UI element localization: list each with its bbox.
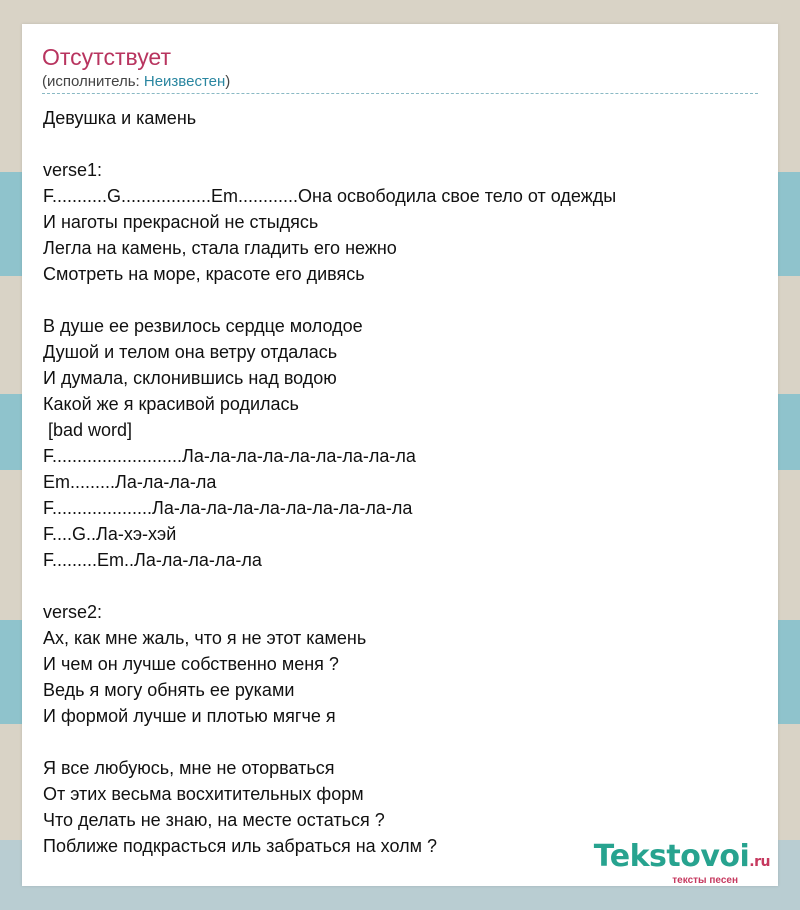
lyric-line: И формой лучше и плотью мягче я: [43, 706, 336, 726]
title-divider: [42, 93, 758, 94]
lyric-line: Ах, как мне жаль, что я не этот камень: [43, 628, 367, 648]
lyric-line: [43, 131, 763, 157]
lyrics-text: [43, 105, 763, 859]
lyric-line: В душе ее резвилось сердце молодое: [43, 316, 363, 336]
artist-prefix: (исполнитель:: [42, 73, 144, 90]
lyric-line: И думала, склонившись над водою: [43, 368, 337, 388]
lyric-line: F..........................Ла-ла-ла-ла-ла-ла-ла-ла-ла: [43, 446, 416, 466]
lyric-line: F...........G..................Em............Она освободила свое тело от одежды: [43, 186, 617, 206]
lyric-line: [bad word]: [43, 420, 133, 440]
lyric-line: Девушка и камень: [43, 108, 197, 128]
lyric-line: [43, 573, 763, 599]
site-logo[interactable]: [594, 841, 770, 886]
lyric-line: F....................Ла-ла-ла-ла-ла-ла-ла-ла-ла-ла: [43, 498, 413, 518]
lyric-line: И наготы прекрасной не стыдясь: [43, 212, 319, 232]
lyric-line: От этих весьма восхитительных форм: [43, 784, 364, 804]
lyric-line: verse2:: [43, 602, 103, 622]
lyric-line: Легла на камень, стала гладить его нежно: [43, 238, 397, 258]
lyric-line: F....G..Ла-хэ-хэй: [43, 524, 177, 544]
song-title: Отсутствует: [42, 44, 171, 70]
lyrics-card: [22, 24, 778, 886]
lyric-line: Поближе подкрасться иль забраться на холм ?: [43, 836, 437, 856]
logo-tagline: тексты песен: [672, 875, 738, 886]
lyric-line: Я все любуюсь, мне не оторваться: [43, 758, 335, 778]
lyric-line: [43, 287, 763, 313]
logo-wordmark: [594, 841, 770, 878]
lyric-line: Какой же я красивой родилась: [43, 394, 299, 414]
lyric-line: И чем он лучше собственно меня ?: [43, 654, 339, 674]
artist-line: [42, 73, 230, 91]
lyric-line: Что делать не знаю, на месте остаться ?: [43, 810, 385, 830]
lyric-line: Ведь я могу обнять ее руками: [43, 680, 295, 700]
lyric-line: Em.........Ла-ла-ла-ла: [43, 472, 217, 492]
lyric-line: F.........Em..Ла-ла-ла-ла-ла: [43, 550, 262, 570]
lyric-line: Смотреть на море, красоте его дивясь: [43, 264, 365, 284]
logo-tld: .ru: [749, 854, 770, 870]
lyric-line: [43, 729, 763, 755]
artist-link[interactable]: Неизвестен: [143, 73, 226, 90]
logo-main-text: Tekstovoi: [593, 839, 750, 874]
artist-suffix: ): [225, 73, 231, 90]
lyric-line: Душой и телом она ветру отдалась: [43, 342, 338, 362]
lyric-line: verse1:: [43, 160, 103, 180]
